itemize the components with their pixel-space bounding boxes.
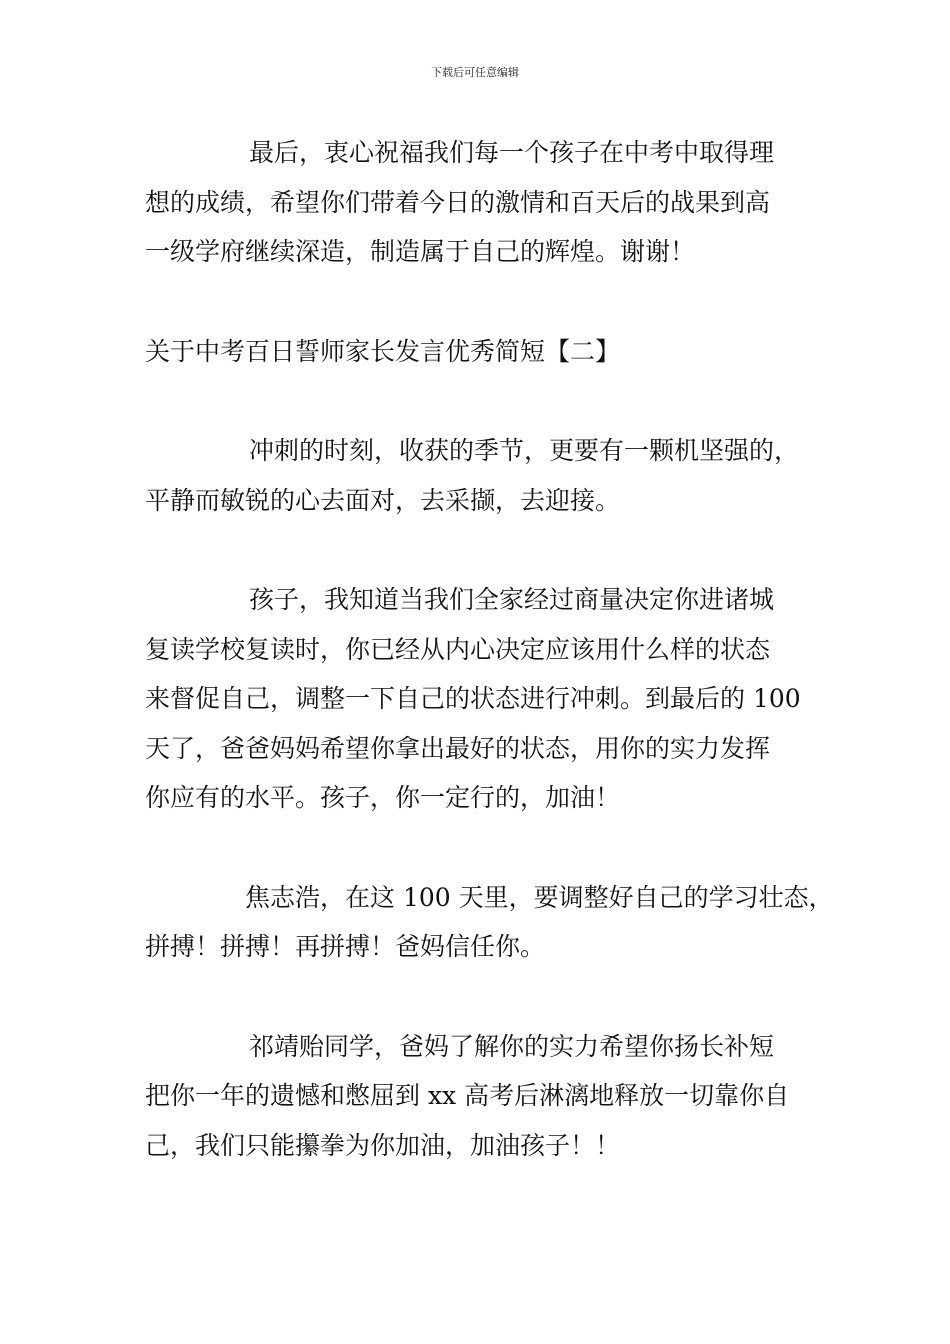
paragraph-qi-jingyi bbox=[145, 1022, 817, 1171]
text-line: 拼搏！拼搏！再拼搏！爸妈信任你。 bbox=[145, 932, 546, 961]
paragraph-gap bbox=[145, 525, 817, 575]
text-line: 孩子，我知道当我们全家经过商量决定你进诸城 bbox=[249, 585, 775, 614]
text-line: 你应有的水平。孩子，你一定行的，加油！ bbox=[145, 783, 621, 812]
paragraph-sprint-moment bbox=[145, 426, 817, 525]
paragraph-jiao-zhihao bbox=[145, 873, 834, 972]
paragraph-gap bbox=[145, 972, 817, 1022]
paragraph-closing-wishes bbox=[145, 128, 817, 277]
document-body bbox=[145, 128, 834, 1170]
paragraph-gap bbox=[145, 277, 817, 327]
text-line: 冲刺的时刻，收获的季节，更要有一颗机坚强的， bbox=[249, 436, 800, 465]
text-line: 一级学府继续深造，制造属于自己的辉煌。谢谢！ bbox=[145, 237, 696, 266]
paragraph-child-letter bbox=[145, 575, 817, 823]
text-line: 来督促自己，调整一下自己的状态进行冲刺。到最后的 100 bbox=[145, 684, 801, 713]
paragraph-gap bbox=[145, 823, 817, 873]
text-line: 复读学校复读时，你已经从内心决定应该用什么样的状态 bbox=[145, 634, 771, 664]
text-line: 焦志浩，在这 100 天里，要调整好自己的学习壮态， bbox=[245, 882, 834, 912]
section-heading: 关于中考百日誓师家长发言优秀简短【二】 bbox=[145, 336, 621, 366]
text-line: 想的成绩，希望你们带着今日的激情和百天后的战果到高 bbox=[145, 187, 771, 217]
text-line: 天了，爸爸妈妈希望你拿出最好的状态，用你的实力发挥 bbox=[145, 733, 771, 763]
text-line: 把你一年的遗憾和憋屈到 xx 高考后淋漓地释放一切靠你自 bbox=[145, 1081, 790, 1110]
text-line: 最后，衷心祝福我们每一个孩子在中考中取得理 bbox=[249, 138, 775, 167]
text-line: 己，我们只能攥拳为你加油，加油孩子！！ bbox=[145, 1130, 621, 1160]
page-header-note: 下载后可任意编辑 bbox=[431, 66, 519, 79]
paragraph-gap bbox=[145, 376, 817, 426]
text-line: 平静而敏锐的心去面对，去采撷，去迎接。 bbox=[145, 485, 621, 515]
text-line: 祁靖贻同学，爸妈了解你的实力希望你扬长补短 bbox=[249, 1031, 775, 1061]
